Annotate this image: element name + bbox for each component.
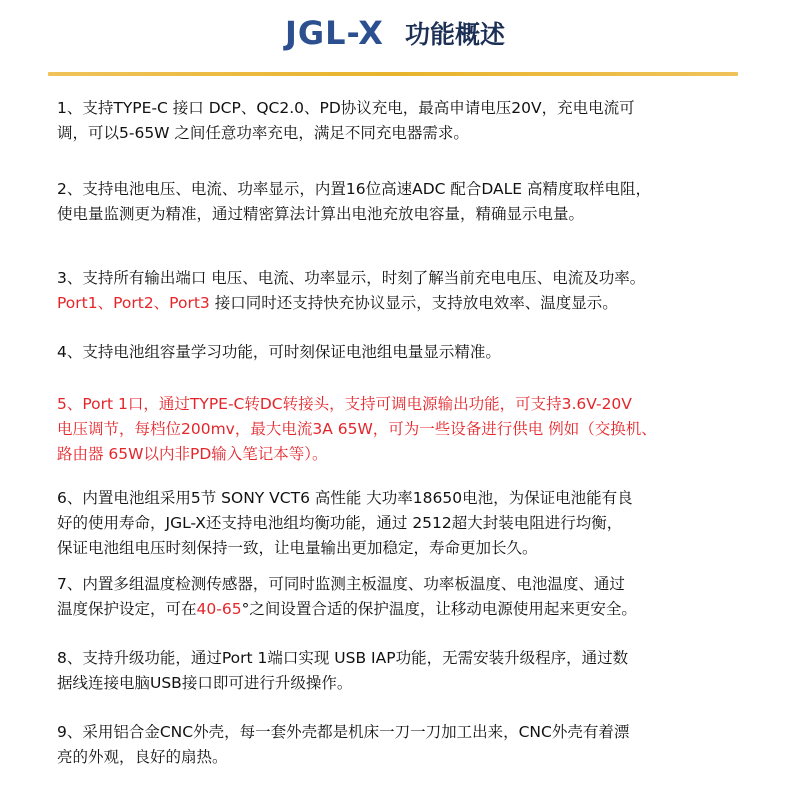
- feature-line-pre: 温度保护设定，可在: [57, 600, 197, 618]
- feature-line: [57, 597, 757, 622]
- feature-line: 4、支持电池组容量学习功能，可时刻保证电池组电量显示精准。: [57, 343, 501, 361]
- feature-item-2: [57, 177, 757, 227]
- page-title: JGL-X: [284, 14, 384, 52]
- feature-item-3: [57, 266, 757, 316]
- feature-line: 3、支持所有输出端口 电压、电流、功率显示，时刻了解当前充电电压、电流及功率。: [57, 269, 646, 287]
- feature-line: 2、支持电池电压、电流、功率显示，内置16位高速ADC 配合DALE 高精度取样电阻，: [57, 180, 651, 198]
- feature-line: 8、支持升级功能，通过Port 1端口实现 USB IAP功能，无需安装升级程序，通过数: [57, 649, 629, 667]
- page-subtitle: 功能概述: [404, 20, 505, 49]
- feature-item-6: [57, 486, 757, 561]
- feature-line: 路由器 65W以内非PD输入笔记本等）。: [57, 445, 328, 463]
- feature-line: 6、内置电池组采用5节 SONY VCT6 高性能 大功率18650电池，为保证电池能有良: [57, 489, 633, 507]
- feature-line-rest: 接口同时还支持快充协议显示，支持放电效率、温度显示。: [209, 294, 618, 312]
- feature-item-9: [57, 720, 757, 770]
- feature-line: 5、Port 1口，通过TYPE-C转DC转接头，支持可调电源输出功能，可支持3.6V-20V: [57, 395, 632, 413]
- title-wrap: [285, 14, 505, 52]
- feature-item-1: [57, 96, 757, 146]
- feature-line: 7、内置多组温度检测传感器，可同时监测主板温度、功率板温度、电池温度、通过: [57, 575, 625, 593]
- port-names-highlight: Port1、Port2、Port3: [57, 294, 210, 312]
- feature-line: 调，可以5-65W 之间任意功率充电，满足不同充电器需求。: [57, 124, 469, 142]
- feature-item-5: [57, 392, 757, 467]
- feature-line-rest: °之间设置合适的保护温度，让移动电源使用起来更安全。: [241, 600, 637, 618]
- feature-item-4: [57, 340, 757, 365]
- header: [0, 14, 790, 58]
- feature-line: 9、采用铝合金CNC外壳，每一套外壳都是机床一刀一刀加工出来，CNC外壳有着漂: [57, 723, 630, 741]
- feature-line: [57, 291, 757, 316]
- feature-item-8: [57, 646, 757, 696]
- feature-line: 1、支持TYPE-C 接口 DCP、QC2.0、PD协议充电，最高申请电压20V，充电电流可: [57, 99, 635, 117]
- feature-line: 使电量监测更为精准，通过精密算法计算出电池充放电容量，精确显示电量。: [57, 205, 585, 223]
- feature-line: 据线连接电脑USB接口即可进行升级操作。: [57, 674, 353, 692]
- feature-line: 电压调节，每档位200mv，最大电流3A 65W，可为一些设备进行供电 例如（交换机、: [57, 420, 657, 438]
- feature-line: 亮的外观，良好的扇热。: [57, 748, 228, 766]
- feature-line: 保证电池组电压时刻保持一致，让电量输出更加稳定，寿命更加长久。: [57, 539, 538, 557]
- feature-line: 好的使用寿命，JGL-X还支持电池组均衡功能，通过 2512超大封装电阻进行均衡，: [57, 514, 623, 532]
- temperature-range-highlight: 40-65: [196, 600, 242, 618]
- feature-item-7: [57, 572, 757, 622]
- title-divider: [48, 72, 738, 76]
